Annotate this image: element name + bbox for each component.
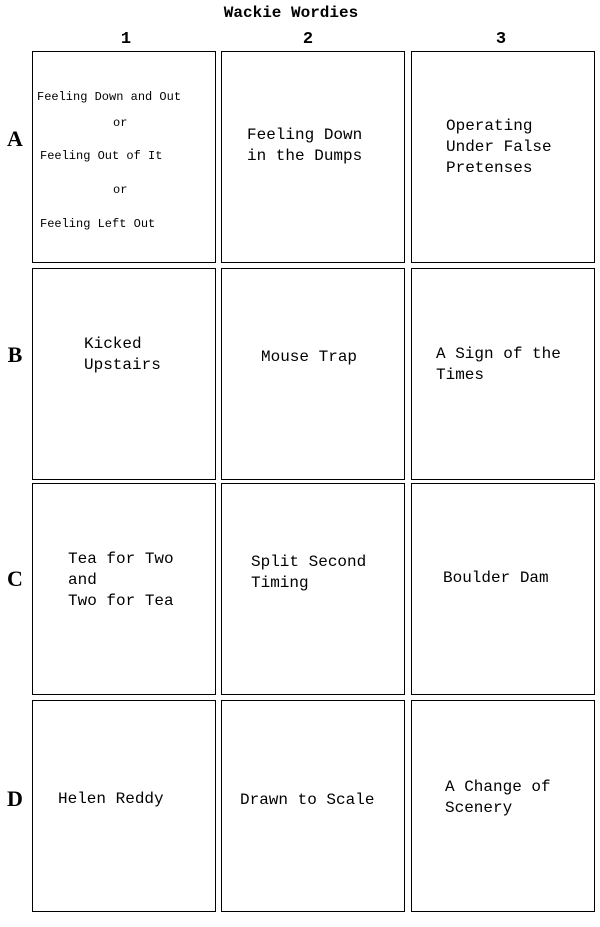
puzzle-a2-text: Feeling Down in the Dumps <box>247 126 363 165</box>
row-label-b: B <box>7 342 23 367</box>
puzzle-d1-text: Helen Reddy <box>58 790 164 808</box>
puzzle-b3-text: A Sign of the Times <box>436 345 561 384</box>
puzzle-cell-b3 <box>411 268 595 480</box>
puzzle-c1-text: Tea for Two and Two for Tea <box>68 550 174 610</box>
puzzle-cell-c2 <box>221 483 405 695</box>
row-label-c: C <box>7 566 23 591</box>
puzzle-cell-c3 <box>411 483 595 695</box>
puzzle-cell-d2 <box>221 700 405 912</box>
puzzle-a1-line-2: or <box>113 116 128 130</box>
puzzle-d3-text: A Change of Scenery <box>445 778 551 817</box>
puzzle-b2-text: Mouse Trap <box>261 348 358 366</box>
puzzle-a1-line-4: or <box>113 183 128 197</box>
puzzle-cell-a3 <box>411 51 595 263</box>
puzzle-cell-c1 <box>32 483 216 695</box>
row-label-a: A <box>7 126 23 151</box>
puzzle-a1-line-1: Feeling Down and Out <box>37 90 182 104</box>
puzzle-cell-d1 <box>32 700 216 912</box>
puzzle-cell-b1 <box>32 268 216 480</box>
puzzle-cell-a1 <box>32 51 216 263</box>
puzzle-b1-text: Kicked Upstairs <box>84 335 161 374</box>
page-title: Wackie Wordies <box>223 4 359 22</box>
row-label-d: D <box>7 786 23 811</box>
column-label-2: 2 <box>302 30 314 49</box>
puzzle-c3-text: Boulder Dam <box>443 569 549 587</box>
puzzle-a1-line-5: Feeling Left Out <box>40 217 156 231</box>
puzzle-cell-d3 <box>411 700 595 912</box>
puzzle-d2-text: Drawn to Scale <box>240 791 375 809</box>
puzzle-cell-b2 <box>221 268 405 480</box>
puzzle-a1-line-3: Feeling Out of It <box>40 149 163 163</box>
puzzle-c2-text: Split Second Timing <box>251 553 367 592</box>
column-label-3: 3 <box>495 30 507 49</box>
puzzle-a3-text: Operating Under False Pretenses <box>446 117 552 177</box>
puzzle-cell-a2 <box>221 51 405 263</box>
column-label-1: 1 <box>120 30 132 49</box>
